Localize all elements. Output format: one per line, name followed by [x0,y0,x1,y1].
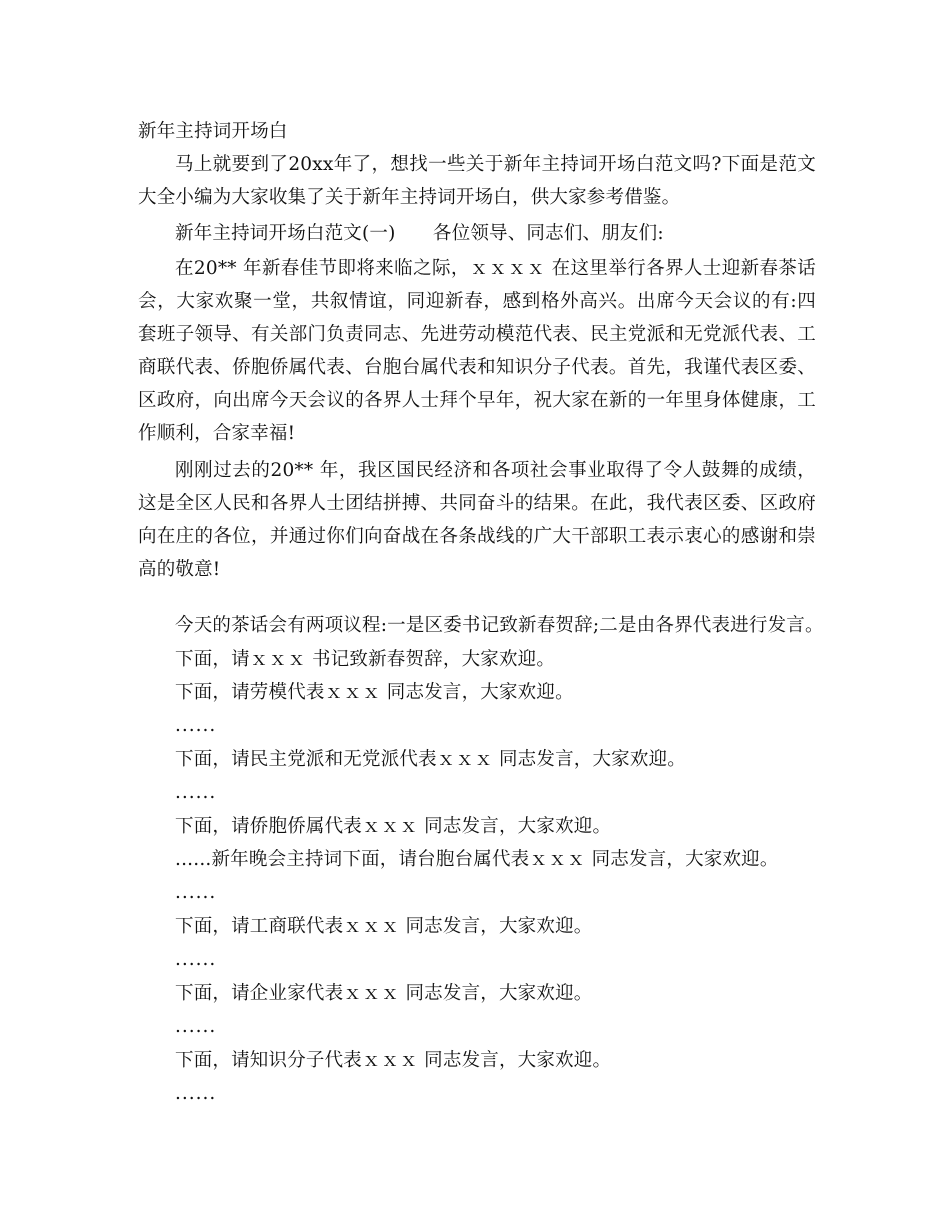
speech-line-overseas: 下面，请侨胞侨属代表ｘｘｘ 同志发言，大家欢迎。 [175,816,612,837]
speech-line-labor: 下面，请劳模代表ｘｘｘ 同志发言，大家欢迎。 [175,682,574,703]
intro-paragraph: 马上就要到了20xx年了，想找一些关于新年主持词开场白范文吗?下面是范文大全小编为大家收集了关于新年主持词开场白，供大家参考借鉴。 [138,154,816,208]
ellipsis-line: ...... [175,1083,217,1104]
opening-paragraph: 在20** 年新春佳节即将来临之际，ｘｘｘｘ 在这里举行各界人士迎新春茶话会，大家欢聚一堂，共叙情谊，同迎新春，感到格外高兴。出席今天会议的有:四套班子领导、有关部门负责同志、先进劳动模范代表、民主党派和无党派代表、工商联代表、侨胞侨属代表、台胞台属代表和知识分子代表。首先，我谨代表区委、区政府，向出席今天会议的各界人士拜个早年，祝大家在新的一年里身体健康，工作顺利，合家幸福! [138,258,816,444]
speech-line-taiwan: ......新年晚会主持词下面，请台胞台属代表ｘｘｘ 同志发言，大家欢迎。 [175,849,779,870]
ellipsis-line: ...... [175,1016,217,1037]
speech-line-secretary: 下面，请ｘｘｘ 书记致新春贺辞，大家欢迎。 [175,649,556,670]
speech-line-democratic: 下面，请民主党派和无党派代表ｘｘｘ 同志发言，大家欢迎。 [175,749,686,770]
ellipsis-line: ...... [175,949,217,970]
ellipsis-line: ...... [175,715,217,736]
speech-line-intellectual: 下面，请知识分子代表ｘｘｘ 同志发言，大家欢迎。 [175,1050,612,1071]
document-title: 新年主持词开场白 [138,121,288,142]
review-paragraph: 刚刚过去的20** 年，我区国民经济和各项社会事业取得了令人鼓舞的成绩，这是全区人民和各界人士团结拼搏、共同奋斗的结果。在此，我代表区委、区政府向在庄的各位，并通过你们向奋战在各条战线的广大干部职工表示衷心的感谢和崇高的敬意! [138,460,816,580]
agenda-line: 今天的茶话会有两项议程:一是区委书记致新春贺辞;二是由各界代表进行发言。 [175,615,824,636]
sample-heading: 新年主持词开场白范文(一) 各位领导、同志们、朋友们: [175,223,664,244]
ellipsis-line: ...... [175,782,217,803]
speech-line-commerce: 下面，请工商联代表ｘｘｘ 同志发言，大家欢迎。 [175,916,593,937]
speech-line-entrepreneur: 下面，请企业家代表ｘｘｘ 同志发言，大家欢迎。 [175,983,593,1004]
ellipsis-line: ...... [175,882,217,903]
